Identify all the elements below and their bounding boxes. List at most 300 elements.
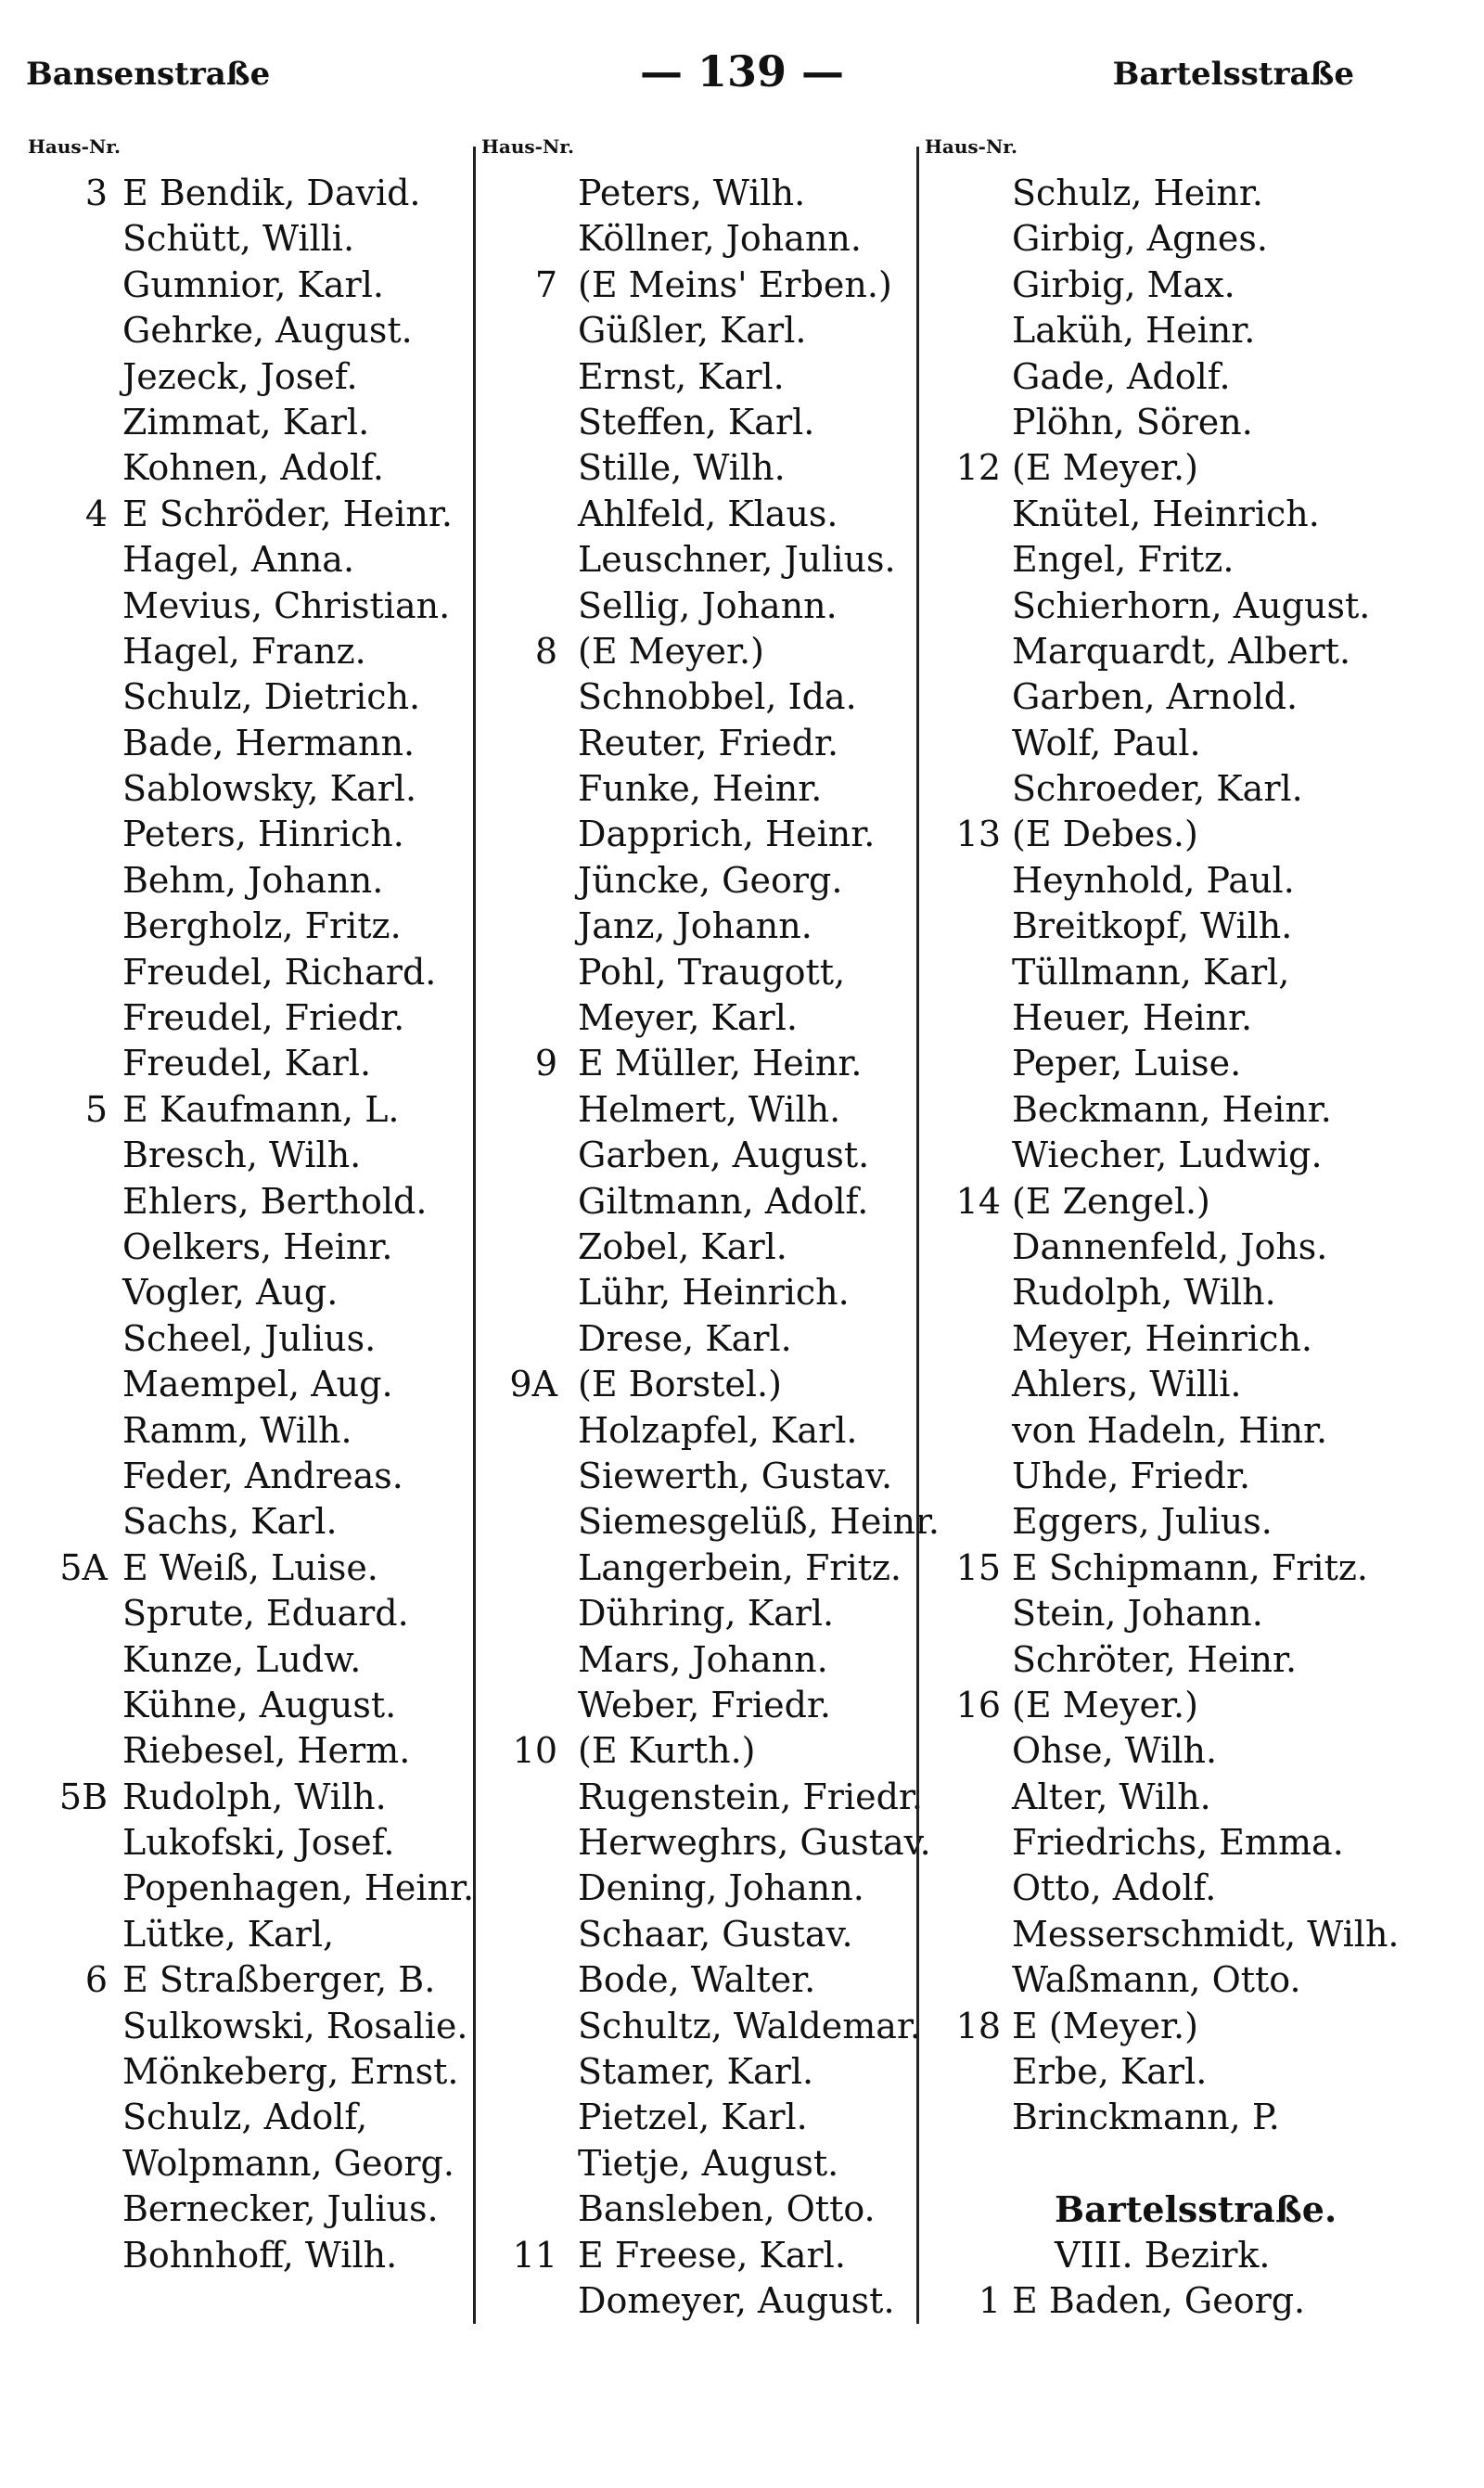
section-subtitle-row [919,2233,1457,2278]
entry-row [28,1820,471,1866]
entry-row [28,766,471,812]
entry-row [919,2095,1457,2140]
house-number: 15 [955,1546,1001,1588]
resident-name: Brinckmann, P. [1012,2097,1280,2138]
entry-row [28,858,471,904]
entry-row [919,2141,1457,2187]
entry-row [919,1270,1457,1315]
entry-row [476,1225,919,1270]
resident-name: Peters, Wilh. [578,173,806,213]
entry-row [476,1545,919,1591]
resident-name: Oelkers, Heinr. [122,1225,393,1267]
resident-name: Jezeck, Josef. [122,355,358,397]
resident-name: Janz, Johann. [578,905,812,947]
entry-row [919,1179,1457,1225]
entry-row [476,858,919,904]
resident-name: Kühne, August. [122,1684,397,1725]
entry-row [28,1087,471,1133]
entry-row [28,995,471,1041]
house-number: 12 [955,447,1001,489]
entry-row [919,1728,1457,1774]
section-sub: VIII. Bezirk. [1055,2234,1271,2276]
resident-name: Stille, Wilh. [578,447,786,489]
entry-row [919,1225,1457,1270]
section-title-row [919,2187,1457,2232]
resident-name: Rudolph, Wilh. [1012,1272,1276,1314]
house-number: 16 [955,1684,1001,1725]
resident-name: Sablowsky, Karl. [122,768,417,810]
entry-row [476,263,919,308]
entry-row [28,1545,471,1591]
resident-name: Laküh, Heinr. [1012,310,1256,352]
entry-row [476,995,919,1041]
resident-name: E Weiß, Luise. [122,1546,378,1588]
resident-name: Schierhorn, August. [1012,584,1371,626]
house-number: 18 [955,2005,1001,2046]
resident-name: Drese, Karl. [578,1317,792,1359]
entry-row [919,629,1457,674]
house-number: 5A [59,1546,108,1588]
entry-row [476,1775,923,1820]
entry-row [476,1866,919,1911]
entry-row [919,1362,1457,1407]
column-header-haus-nr: Haus-Nr. [925,135,1017,158]
resident-name: Ehlers, Berthold. [122,1180,428,1222]
resident-name: Zimmat, Karl. [122,401,370,442]
entry-row [28,1591,471,1636]
entry-row [476,950,919,995]
resident-name: Sachs, Karl. [122,1501,338,1543]
resident-name: Ohse, Wilh. [1012,1730,1218,1772]
entry-row [476,2278,919,2324]
resident-name: Meyer, Karl. [578,997,798,1039]
entry-row [28,1957,471,2003]
entry-row [919,263,1457,308]
entry-row [919,1316,1457,1362]
resident-name: (E Zengel.) [1012,1180,1210,1222]
resident-name: (E Meyer.) [1012,1684,1198,1725]
resident-name: Sellig, Johann. [578,584,838,626]
entry-row [476,400,919,445]
resident-name: Marquardt, Albert. [1012,630,1351,672]
resident-name: Pohl, Traugott, [578,951,846,993]
resident-name: Domeyer, August. [578,2279,895,2321]
entry-row [919,2049,1457,2095]
entry-row [28,2049,471,2095]
entry-row [476,2187,919,2232]
entry-row [919,1454,1457,1499]
resident-name: Girbig, Max. [1012,263,1235,305]
entry-row [28,492,471,537]
entry-row [476,904,919,949]
dash-left: — [639,46,683,96]
resident-name: Stamer, Karl. [578,2051,814,2093]
resident-name: Langerbein, Fritz. [578,1546,902,1588]
resident-name: Hagel, Franz. [122,630,366,672]
column-header-haus-nr: Haus-Nr. [481,135,574,158]
dash-right: — [801,46,845,96]
resident-name: Mönkeberg, Ernst. [122,2051,459,2093]
entry-row [476,1820,931,1866]
resident-name: Feder, Andreas. [122,1455,403,1496]
entry-row [919,1637,1457,1683]
entry-row [919,2278,1457,2324]
resident-name: E Baden, Georg. [1012,2279,1306,2321]
resident-name: Bode, Walter. [578,1959,816,2001]
entry-row [919,1087,1457,1133]
resident-name: Ramm, Wilh. [122,1409,352,1451]
entry-row [919,1499,1457,1545]
resident-name: (E Kurth.) [578,1730,756,1772]
resident-name: Friedrichs, Emma. [1012,1822,1344,1864]
resident-name: E Müller, Heinr. [578,1043,863,1084]
entry-row [919,1408,1457,1454]
resident-name: Eggers, Julius. [1012,1501,1273,1543]
resident-name: Ahlers, Willi. [1012,1364,1242,1405]
column-1 [28,135,475,2278]
resident-name: Steffen, Karl. [578,401,815,442]
resident-name: Dühring, Karl. [578,1593,835,1635]
entry-row [28,1683,471,1728]
resident-name: Wolpmann, Georg. [122,2142,454,2184]
house-number: 3 [84,173,108,213]
resident-name: Rudolph, Wilh. [122,1776,387,1817]
entry-row [919,721,1457,766]
resident-name: E Straßberger, B. [122,1959,436,2001]
entry-row [28,308,471,353]
entry-row [919,1957,1457,2003]
entry-row [476,1179,919,1225]
entry-row [919,1775,1457,1820]
entry-row [919,492,1457,537]
entry-row [28,1179,471,1225]
resident-name: Stein, Johann. [1012,1593,1263,1635]
resident-name: Sulkowski, Rosalie. [122,2005,468,2046]
entry-row [919,950,1457,995]
resident-name: Maempel, Aug. [122,1364,393,1405]
resident-name: Dening, Johann. [578,1867,864,1909]
resident-name: Bohnhoff, Wilh. [122,2234,398,2276]
resident-name: Güßler, Karl. [578,310,807,352]
resident-name: (E Meins' Erben.) [578,263,892,305]
entry-row [919,1591,1457,1636]
resident-name: Bade, Hermann. [122,722,416,763]
entry-row [476,1912,919,1957]
entry-row [919,216,1457,262]
resident-name: Kohnen, Adolf. [122,447,384,489]
entry-row [28,812,471,857]
resident-name: Vogler, Aug. [122,1272,339,1314]
resident-name: Schulz, Dietrich. [122,676,421,718]
resident-name: Garben, August. [578,1135,870,1176]
resident-name: Schroeder, Karl. [1012,768,1303,810]
entry-row [28,2004,471,2049]
entry-row [476,1454,919,1499]
entry-row [919,766,1457,812]
house-number: 9 [534,1043,557,1084]
resident-name: Pietzel, Karl. [578,2097,808,2138]
entry-row [919,400,1457,445]
resident-name: E Freese, Karl. [578,2234,846,2276]
resident-name: Köllner, Johann. [578,218,862,260]
entry-row [476,812,919,857]
entry-row [919,537,1457,583]
entry-row [28,1637,471,1683]
resident-name: Scheel, Julius. [122,1317,377,1359]
resident-name: (E Meyer.) [578,630,764,672]
resident-name: (E Borstel.) [578,1364,782,1405]
resident-name: Riebesel, Herm. [122,1730,411,1772]
entry-row [476,216,919,262]
resident-name: Schaar, Gustav. [578,1913,853,1955]
resident-name: Bergholz, Fritz. [122,905,402,947]
entry-row [476,1591,919,1636]
entry-row [28,904,471,949]
entry-row [476,1957,919,2003]
entry-row [476,2004,919,2049]
entry-row [28,445,471,491]
entry-row [28,584,471,629]
entry-row [476,629,919,674]
resident-name: Kunze, Ludw. [122,1638,362,1680]
resident-name: Erbe, Karl. [1012,2051,1208,2093]
resident-name: Reuter, Friedr. [578,722,839,763]
entry-row [476,2233,919,2278]
resident-name: Breitkopf, Wilh. [1012,905,1293,947]
entry-row [476,537,919,583]
entry-row [28,1454,471,1499]
entry-row [28,2233,471,2278]
entry-row [28,1225,471,1270]
resident-name: Lühr, Heinrich. [578,1272,850,1314]
column-3 [916,135,1457,2324]
resident-name: Alter, Wilh. [1012,1776,1211,1817]
entry-row [28,400,471,445]
entry-row [919,2004,1457,2049]
entry-row [476,445,919,491]
house-number: 8 [534,630,557,672]
entry-row [476,2049,919,2095]
resident-name: Helmert, Wilh. [578,1088,841,1130]
resident-name: Hagel, Anna. [122,539,355,581]
resident-name: Dannenfeld, Johs. [1012,1225,1328,1267]
entry-row [476,171,919,216]
entry-row [919,354,1457,400]
entry-row [476,674,919,720]
entry-row [28,216,471,262]
house-number: 11 [512,2234,557,2276]
resident-name: Sprute, Eduard. [122,1593,409,1635]
house-number: 13 [955,814,1001,855]
entry-row [28,537,471,583]
resident-name: Bresch, Wilh. [122,1135,362,1176]
resident-name: Engel, Fritz. [1012,539,1235,581]
resident-name: Tüllmann, Karl, [1012,951,1290,993]
house-number: 10 [512,1730,557,1772]
resident-name: Plöhn, Sören. [1012,401,1253,442]
entry-row [28,1728,471,1774]
entry-row [28,263,471,308]
resident-name: Schulz, Adolf, [122,2097,368,2138]
entry-row [919,1866,1457,1911]
entry-row [919,308,1457,353]
entry-row [476,721,919,766]
resident-name: Siewerth, Gustav. [578,1455,893,1496]
entry-row [28,721,471,766]
entry-row [28,1362,471,1407]
resident-name: (E Meyer.) [1012,447,1198,489]
resident-name: Schütt, Willi. [122,218,355,260]
column-header-haus-nr: Haus-Nr. [28,135,121,158]
resident-name: Tietje, August. [578,2142,839,2184]
house-number: 7 [534,263,557,305]
house-number: 6 [84,1959,108,2001]
column-2 [473,135,940,2324]
house-number: 1 [978,2279,1001,2321]
entry-row [919,995,1457,1041]
resident-name: Lütke, Karl, [122,1913,335,1955]
resident-name: Herweghrs, Gustav. [578,1822,931,1864]
entry-row [476,1270,919,1315]
entry-row [28,629,471,674]
resident-name: Peper, Luise. [1012,1043,1242,1084]
resident-name: Beckmann, Heinr. [1012,1088,1332,1130]
entry-row [476,1683,919,1728]
resident-name: Giltmann, Adolf. [578,1180,869,1222]
resident-name: Dapprich, Heinr. [578,814,876,855]
resident-name: Girbig, Agnes. [1012,218,1268,260]
resident-name: Bansleben, Otto. [578,2188,876,2230]
house-number: 4 [84,493,108,534]
resident-name: E (Meyer.) [1012,2005,1198,2046]
resident-name: Leuschner, Julius. [578,539,896,581]
entry-row [476,1362,919,1407]
resident-name: Meyer, Heinrich. [1012,1317,1312,1359]
entry-row [476,308,919,353]
resident-name: Mevius, Christian. [122,584,451,626]
entry-row [28,1866,475,1911]
resident-name: Schultz, Waldemar. [578,2005,921,2046]
entry-row [28,2095,471,2140]
resident-name: Messerschmidt, Wilh. [1012,1913,1400,1955]
entry-row [476,1041,919,1086]
entry-row [28,354,471,400]
entry-row [28,1775,471,1820]
running-header-left: Bansenstraße [26,56,271,93]
resident-name: Heuer, Heinr. [1012,997,1253,1039]
entry-row [28,1270,471,1315]
section-title: Bartelsstraße. [1055,2188,1337,2231]
entry-row [476,2141,919,2187]
resident-name: Uhde, Friedr. [1012,1455,1251,1496]
entry-row [476,2095,919,2140]
resident-name: Freudel, Friedr. [122,997,405,1039]
entry-row [476,1133,919,1178]
entry-row [919,812,1457,857]
resident-name: Popenhagen, Heinr. [122,1867,475,1909]
resident-name: E Bendik, David. [122,173,421,213]
resident-name: Ahlfeld, Klaus. [578,493,838,534]
resident-name: (E Debes.) [1012,814,1198,855]
resident-name: E Schipmann, Fritz. [1012,1546,1368,1588]
entry-row [919,1133,1457,1178]
house-number: 5B [58,1776,108,1817]
resident-name: Schulz, Heinr. [1012,173,1263,213]
entry-row [28,1133,471,1178]
entry-row [919,171,1457,216]
entry-row [919,1041,1457,1086]
entry-row [28,2141,471,2187]
resident-name: Wiecher, Ludwig. [1012,1135,1323,1176]
entry-row [919,1683,1457,1728]
entry-row [919,445,1457,491]
house-number: 9A [509,1364,557,1405]
entry-row [28,1316,471,1362]
resident-name: Schnobbel, Ida. [578,676,857,718]
entry-row [476,1408,919,1454]
resident-name: E Schröder, Heinr. [122,493,453,534]
entry-row [476,584,919,629]
entry-row [476,1637,919,1683]
resident-name: Behm, Johann. [122,859,384,901]
resident-name: Knütel, Heinrich. [1012,493,1320,534]
resident-name: Ernst, Karl. [578,355,785,397]
entry-row [28,1499,471,1545]
entry-row [476,1728,919,1774]
entry-row [28,2187,471,2232]
resident-name: Weber, Friedr. [578,1684,831,1725]
resident-name: von Hadeln, Hinr. [1012,1409,1328,1451]
page-number-value: 139 [697,46,787,96]
entry-row [28,1408,471,1454]
resident-name: Gade, Adolf. [1012,355,1231,397]
resident-name: Siemesgelüß, Heinr. [578,1501,940,1543]
resident-name: Waßmann, Otto. [1012,1959,1301,2001]
entry-row [28,950,471,995]
resident-name: E Kaufmann, L. [122,1088,400,1130]
resident-name: Schröter, Heinr. [1012,1638,1298,1680]
resident-name: Mars, Johann. [578,1638,828,1680]
resident-name: Peters, Hinrich. [122,814,404,855]
resident-name: Gumnior, Karl. [122,263,384,305]
resident-name: Holzapfel, Karl. [578,1409,858,1451]
house-number: 14 [955,1180,1001,1222]
entry-row [476,354,919,400]
house-number: 5 [84,1088,108,1130]
entry-row [476,1499,940,1545]
entry-row [476,492,919,537]
entry-row [28,674,471,720]
resident-name: Freudel, Karl. [122,1043,372,1084]
resident-name: Garben, Arnold. [1012,676,1298,718]
resident-name: Wolf, Paul. [1012,722,1201,763]
entry-row [476,1316,919,1362]
entry-row [28,1912,471,1957]
entry-row [919,1545,1457,1591]
running-header-right: Bartelsstraße [1112,56,1354,93]
entry-row [919,1912,1457,1957]
resident-name: Lukofski, Josef. [122,1822,395,1864]
entry-row [28,171,471,216]
entry-row [476,1087,919,1133]
entry-row [919,1820,1457,1866]
entry-row [476,766,919,812]
entry-row [28,1041,471,1086]
entry-row [919,904,1457,949]
resident-name: Jüncke, Georg. [578,859,843,901]
resident-name: Gehrke, August. [122,310,413,352]
resident-name: Heynhold, Paul. [1012,859,1295,901]
